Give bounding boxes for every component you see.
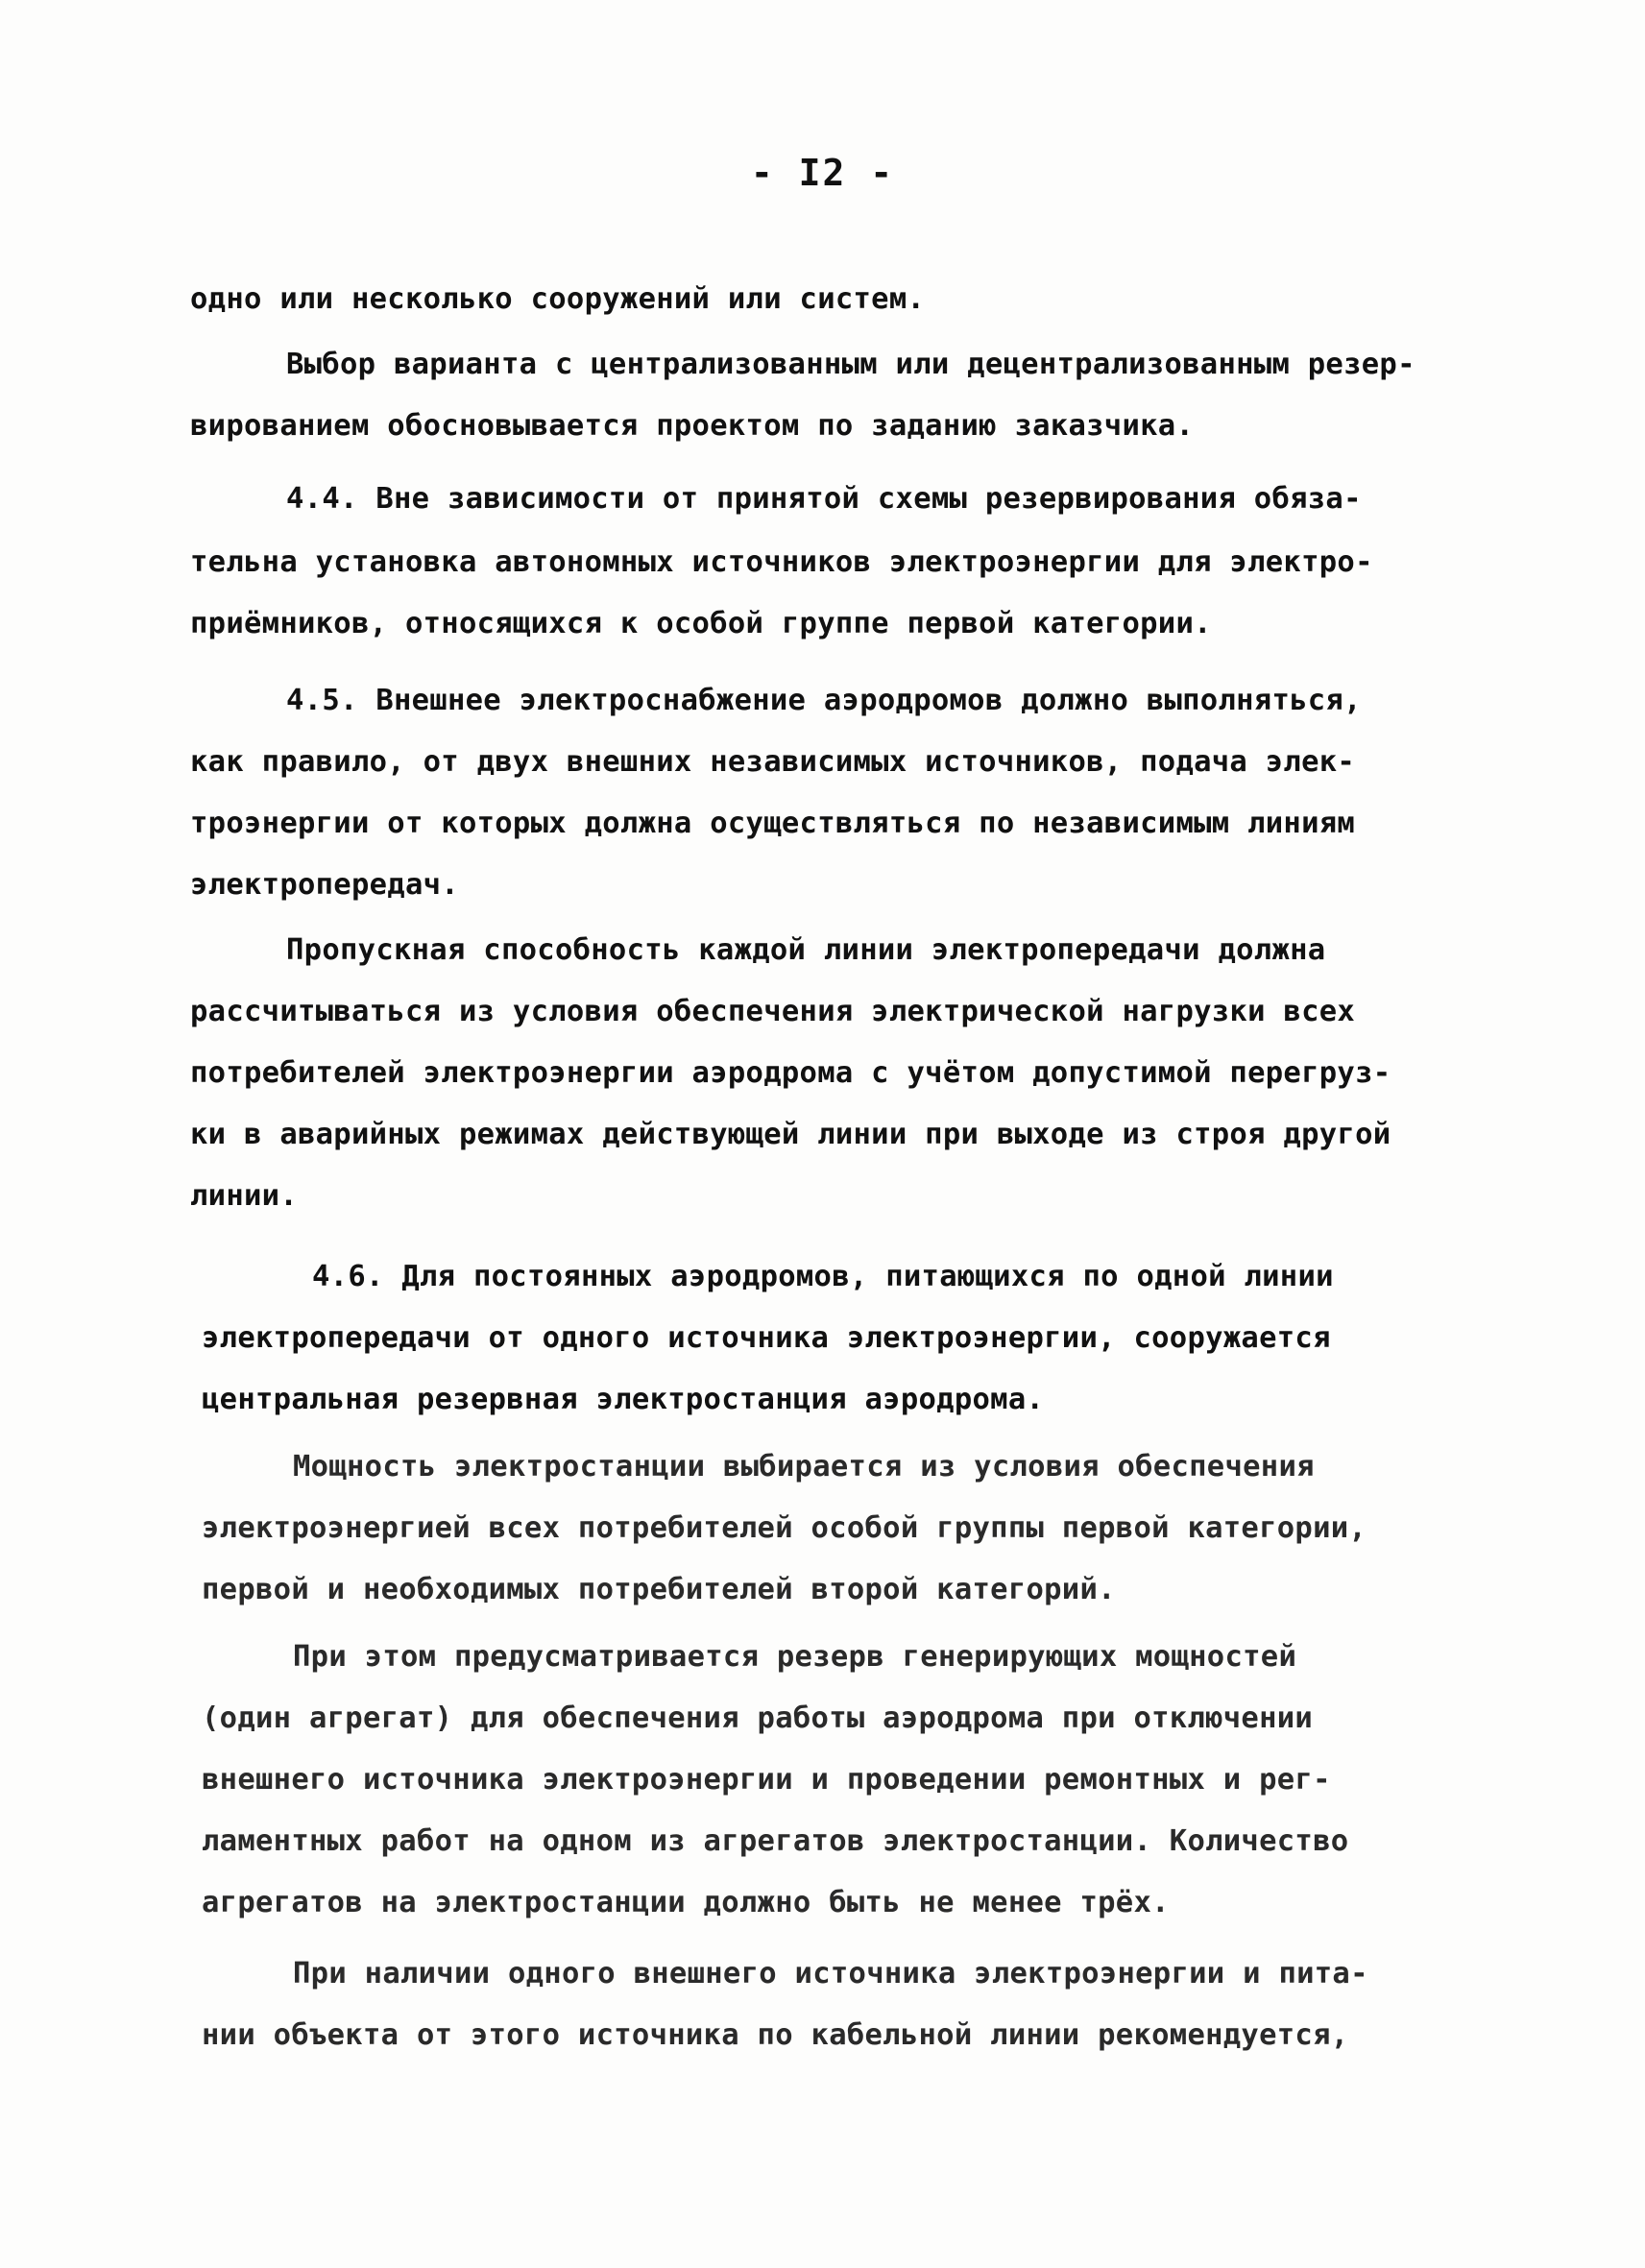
text-line: При наличии одного внешнего источника электроэнергии и пита- <box>293 1957 1368 1991</box>
text-line: 4.6. Для постоянных аэродромов, питающихся по одной линии <box>312 1260 1334 1293</box>
text-line: первой и необходимых потребителей второй категорий. <box>202 1573 1116 1606</box>
text-line: вированием обосновывается проектом по заданию заказчика. <box>190 409 1195 443</box>
text-line: агрегатов на электростанции должно быть не менее трёх. <box>202 1886 1170 1919</box>
text-line: электроэнергией всех потребителей особой группы первой категории, <box>202 1511 1367 1545</box>
page-number: - I2 - <box>750 152 895 194</box>
text-line: ки в аварийных режимах действующей линии при выходе из строя другой <box>190 1118 1391 1151</box>
text-line: линии. <box>190 1179 298 1213</box>
text-line: потребителей электроэнергии аэродрома с учётом допустимой перегруз- <box>190 1056 1391 1090</box>
text-line: рассчитываться из условия обеспечения электрической нагрузки всех <box>190 995 1356 1028</box>
text-line: внешнего источника электроэнергии и проведении ремонтных и рег- <box>202 1763 1331 1797</box>
text-line: 4.4. Вне зависимости от принятой схемы резервирования обяза- <box>286 482 1362 516</box>
text-line: ламентных работ на одном из агрегатов электростанции. Количество <box>202 1824 1349 1858</box>
text-line: Выбор варианта с централизованным или децентрализованным резер- <box>286 348 1415 381</box>
text-line: приёмников, относящихся к особой группе первой категории. <box>190 607 1212 640</box>
text-line: Пропускная способность каждой линии электропередачи должна <box>286 933 1326 967</box>
text-line: электропередачи от одного источника электроэнергии, сооружается <box>202 1321 1331 1355</box>
text-line: тельна установка автономных источников электроэнергии для электро- <box>190 545 1373 579</box>
text-line: (один агрегат) для обеспечения работы аэродрома при отключении <box>202 1701 1314 1735</box>
text-line: как правило, от двух внешних независимых источников, подача элек- <box>190 745 1356 779</box>
text-line: электропередач. <box>190 868 459 902</box>
text-line: 4.5. Внешнее электроснабжение аэродромов должно выполняться, <box>286 684 1362 717</box>
text-line: нии объекта от этого источника по кабельной линии рекомендуется, <box>202 2018 1349 2052</box>
text-line: При этом предусматривается резерв генерирующих мощностей <box>293 1640 1297 1674</box>
text-line: центральная резервная электростанция аэродрома. <box>202 1383 1045 1416</box>
text-line: Мощность электростанции выбирается из условия обеспечения <box>293 1450 1315 1484</box>
text-line: одно или несколько сооружений или систем. <box>190 282 926 316</box>
text-line: троэнергии от которых должна осуществляться по независимым линиям <box>190 807 1356 840</box>
